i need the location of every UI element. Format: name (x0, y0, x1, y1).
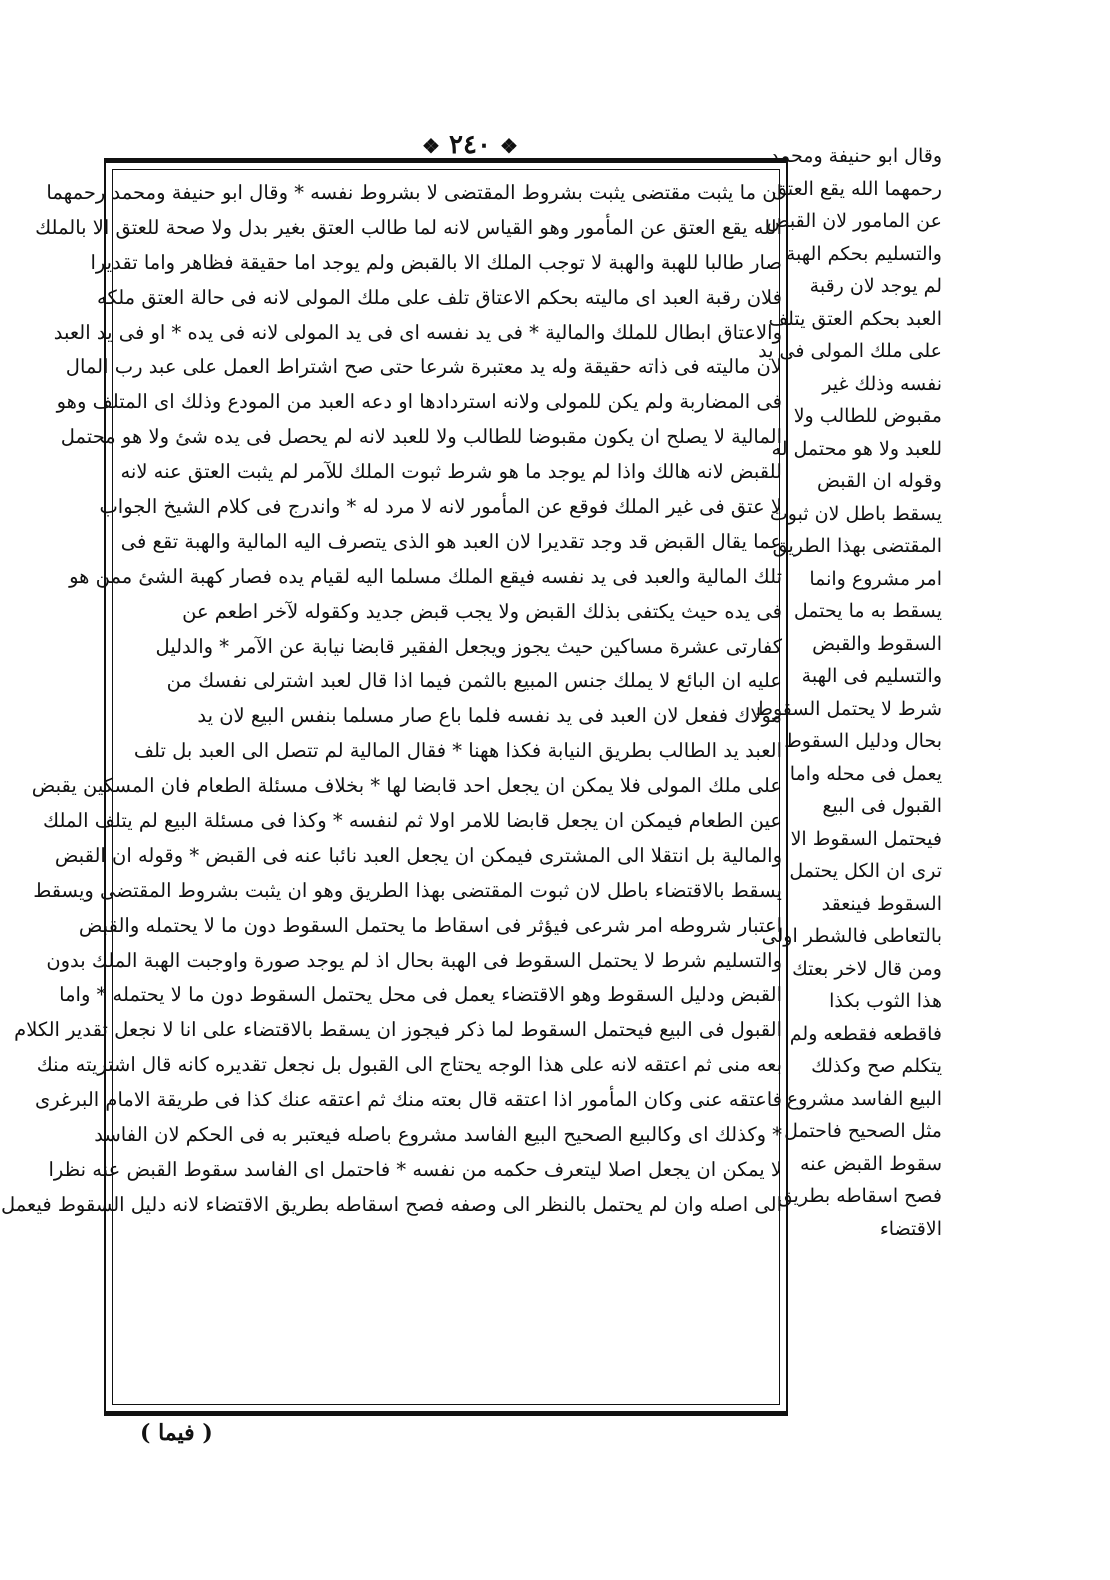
main-text-line: تلك المالية والعبد فى يد نفسه فيقع الملك مسلما اليه لقيام يده فصار كهبة الشئ ممن هو (69, 564, 782, 588)
margin-text-line: مثل الصحيح فاحتمل (784, 1120, 942, 1142)
margin-text-line: هذا الثوب بكذا (829, 990, 942, 1012)
margin-text-line: يسقط به ما يحتمل (793, 600, 942, 622)
margin-text-line: بحال ودليل السقوط (784, 730, 942, 752)
margin-text-line: العبد بحكم العتق يتلف (768, 307, 942, 330)
margin-text-line: رحمهما الله يقع العتق (772, 177, 942, 200)
main-text-line: مولاك ففعل لان العبد فى يد نفسه فلما باع صار مسلما بنفس البيع لان يد (197, 704, 782, 728)
margin-text-line: لم يوجد لان رقبة (809, 275, 942, 297)
margin-text-line: ومن قال لاخر بعتك (792, 957, 942, 980)
main-text-block (1, 176, 782, 1223)
main-text-line: القبض ودليل السقوط وهو الاقتضاء يعمل فى محل يحتمل السقوط دون ما لا يحتمله * واما (59, 983, 782, 1007)
ornament-right: ❖ (500, 134, 518, 158)
margin-text-line: يتكلم صح وكذلك (811, 1055, 942, 1077)
margin-text-line: والتسليم بحكم الهبة (785, 242, 942, 265)
main-text-line: الله يقع العتق عن المأمور وهو القياس لانه لما طالب العتق بغير بدل ولا صحة للعتق الا بالملك (35, 215, 782, 239)
main-text-line: اعتبار شروطه امر شرعى فيؤثر فى اسقاط ما يحتمل السقوط دون ما لا يحتمله والقبض (78, 913, 782, 937)
main-text-line: بعه منى ثم اعتقه لانه على هذا الوجه يحتاج الى القبول بل نجعل تقديره كانه قال اشتريته منك (36, 1053, 782, 1077)
margin-text-line: للعبد ولا هو محتمل له (771, 437, 942, 460)
main-text-line: لا عتق فى غير الملك فوقع عن المأمور لانه لا مرد له * واندرج فى كلام الشيخ الجواب (99, 495, 782, 519)
main-text-line: عليه ان البائع لا يملك جنس المبيع بالثمن فيما اذا قال لعبد اشترلى نفسك من (166, 669, 782, 693)
margin-text-line: والتسليم فى الهبة (801, 665, 942, 687)
margin-text-line: الاقتضاء (879, 1217, 942, 1240)
margin-text-line: امر مشروع وانما (809, 567, 942, 590)
page-number-value: ٢٤٠ (449, 130, 491, 160)
main-text-line: يسقط بالاقتضاء باطل لان ثبوت المقتضى بهذا الطريق وهو ان يثبت بشروط المقتضى ويسقط (33, 878, 782, 902)
main-text-line: * وكذلك اى وكالبيع الصحيح البيع الفاسد مشروع باصله فيعتبر به فى الحكم لان الفاسد (94, 1123, 782, 1147)
margin-text-line: القبول فى البيع (822, 795, 942, 817)
main-text-line: العبد يد الطالب بطريق النيابة فكذا ههنا * فقال المالية لم تتصل الى العبد بل تلف (133, 739, 782, 763)
main-text-line: الى اصله وان لم يحتمل بالنظر الى وصفه فصح اسقاطه بطريق الاقتضاء لانه دليل السقوط فيعمل (1, 1192, 782, 1216)
margin-text-line: نفسه وذلك غير (822, 372, 942, 395)
ornament-left: ❖ (422, 134, 440, 158)
main-text-line: فلان رقبة العبد اى ماليته بحكم الاعتاق تلف على ملك المولى لانه فى حالة العتق ملكه (97, 285, 782, 309)
margin-text-line: المقتضى بهذا الطريق (772, 535, 942, 557)
main-text-line: والمالية بل انتقلا الى المشترى فيمكن ان يجعل العبد نائبا عنه فى القبض * وقوله ان القبض (54, 843, 782, 867)
margin-text-line: يسقط باطل لان ثبوت (769, 502, 942, 525)
margin-text-line: السقوط فينعقد (821, 892, 942, 915)
margin-text-line: ترى ان الكل يحتمل (789, 860, 942, 882)
margin-text-line: بالتعاطى فالشطر اولى (761, 925, 942, 947)
page-number (420, 130, 520, 160)
margin-text-line: وقال ابو حنيفة ومحمد (770, 145, 942, 167)
main-text-line: لان ماليته فى ذاته حقيقة وله يد معتبرة شرعا حتى صح اشتراط العمل على عبد رب المال (65, 355, 782, 379)
margin-text-line: مقبوض للطالب ولا (793, 405, 942, 427)
margin-text-line: البيع الفاسد مشروع (786, 1087, 942, 1110)
margin-text-line: شرط لا يحتمل السقوط (755, 697, 942, 720)
main-text-line: فاعتقه عنى وكان المأمور اذا اعتقه قال بعته منك ثم اعتقه عنك كذا فى طريقة الامام البرغرى (34, 1088, 782, 1112)
main-text-line: فى يده حيث يكتفى بذلك القبض ولا يجب قبض جديد وكقوله لآخر اطعم عن (182, 599, 782, 623)
main-text-line: كفارتى عشرة مساكين حيث يجوز ويجعل الفقير قابضا نيابة عن الآمر * والدليل (155, 634, 782, 658)
main-text-line: القبول فى البيع فيحتمل السقوط لما ذكر فيجوز ان يسقط بالاقتضاء على انا لا نجعل تقدير الكلام (14, 1018, 782, 1042)
margin-text-line: على ملك المولى فى يد (758, 340, 942, 362)
main-text-line: عين الطعام فيمكن ان يجعل قابضا للامر اولا ثم لنفسه * وكذا فى مسئلة البيع لم يتلف الملك (43, 809, 782, 833)
main-text-line: والاعتاق ابطال للملك والمالية * فى يد نفسه اى فى يد المولى لانه فى يده * او فى يد العبد (53, 320, 782, 344)
margin-text-line: سقوط القبض عنه (800, 1152, 942, 1175)
margin-text-line: عن المامور لان القبض (766, 210, 942, 232)
margin-commentary (755, 140, 942, 1245)
margin-text-line: يعمل فى محله واما (789, 762, 942, 785)
margin-text-line: فصح اسقاطه بطريق (777, 1185, 942, 1207)
main-text-line: المالية لا يصلح ان يكون مقبوضا للطالب ولا للعبد لانه لم يحصل فى يده شئ ولا هو محتمل (60, 425, 782, 449)
catchword: ( فيما ) (140, 1420, 213, 1446)
main-text-line: على ملك المولى فلا يمكن ان يجعل احد قابضا لها * بخلاف مسئلة الطعام فان المسكين يقبض (31, 774, 782, 798)
main-text-line: عما يقال القبض قد وجد تقديرا لان العبد هو الذى يتصرف اليه المالية والهبة تقع فى (120, 529, 782, 553)
main-text-line: للقبض لانه هالك واذا لم يوجد ما هو شرط ثبوت الملك للآمر لم يثبت العتق عنه لانه (120, 460, 782, 484)
main-text-line: لا يمكن ان يجعل اصلا ليتعرف حكمه من نفسه * فاحتمل اى الفاسد سقوط القبض عنه نظرا (48, 1157, 782, 1181)
main-text-line: ان ما يثبت مقتضى يثبت بشروط المقتضى لا بشروط نفسه * وقال ابو حنيفة ومحمد رحمهما (46, 181, 782, 204)
margin-text-line: السقوط والقبض (812, 632, 942, 655)
main-text-line: صار طالبا للهبة والهبة لا توجب الملك الا بالقبض ولم يوجد اما حقيقة فظاهر واما تقديرا (90, 250, 782, 274)
main-text-line: فى المضاربة ولم يكن للمولى ولانه استردادها او دعه العبد من المودع وذلك اى المتلف وهو (56, 390, 782, 414)
margin-text-line: وقوله ان القبض (816, 470, 942, 492)
margin-text-line: فيحتمل السقوط الا (790, 827, 942, 850)
margin-text-line: فاقطعه فقطعه ولم (789, 1022, 942, 1045)
main-text-line: والتسليم شرط لا يحتمل السقوط فى الهبة بحال اذ لم يوجد صورة واوجبت الهبة الملك بدون (46, 948, 782, 972)
